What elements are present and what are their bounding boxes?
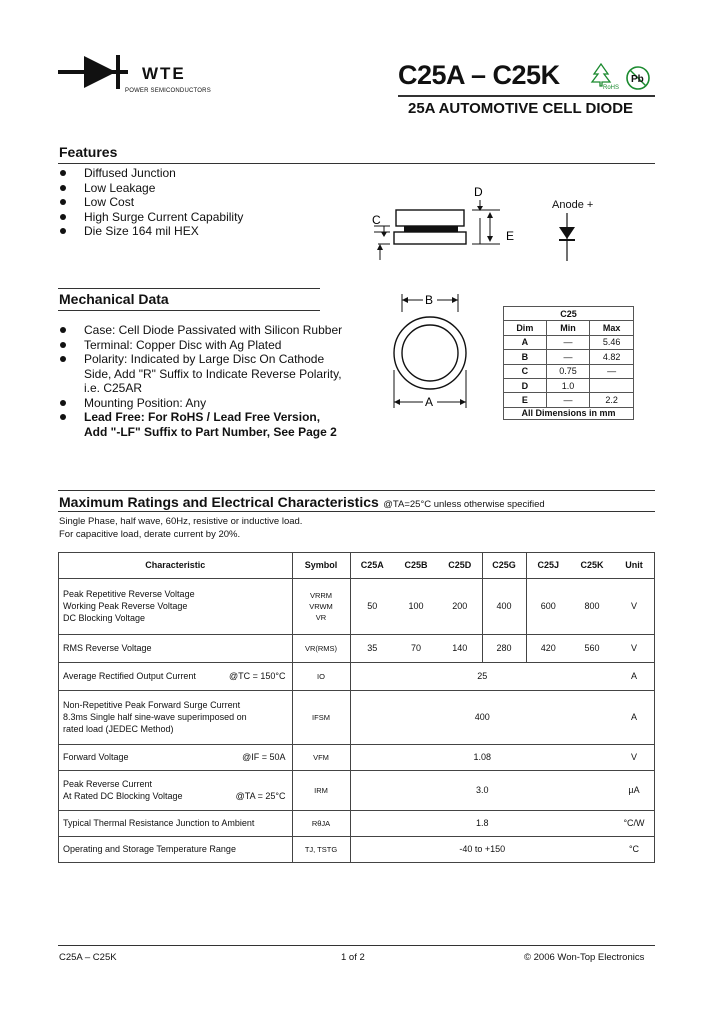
characteristic-cell: Non-Repetitive Peak Forward Surge Current 8.3ms Single half sine-wave superimposed on rated load (JEDEC Method) [59, 690, 292, 744]
table-row [59, 578, 654, 634]
table-row: C 0.75 — [504, 364, 634, 378]
table-row [59, 690, 654, 744]
logo-subtext: POWER SEMICONDUCTORS [125, 88, 211, 94]
pb-free-icon [625, 65, 651, 91]
col-header: Unit [614, 553, 654, 578]
label-d: D [474, 185, 483, 199]
mechanical-rule [58, 288, 320, 289]
table-row [59, 810, 654, 836]
label-b: B [425, 293, 434, 307]
characteristic-cell: Typical Thermal Resistance Junction to Ambient [59, 810, 292, 836]
unit-cell: V [614, 744, 654, 770]
ratings-title: Maximum Ratings and Electrical Characteristics [59, 494, 379, 510]
dim-table-title: C25 [504, 307, 634, 321]
ratings-rule [58, 511, 655, 512]
symbol-cell: VFM [292, 744, 350, 770]
unit-cell: V [614, 578, 654, 634]
col-header: C25A [350, 553, 394, 578]
diode-symbol-icon [553, 213, 583, 263]
list-item: Terminal: Copper Disc with Ag Plated [59, 338, 359, 353]
value-cell: 200 [438, 578, 482, 634]
pb-label: Pb [631, 74, 644, 85]
mechanical-rule-bottom [58, 310, 320, 311]
value-cell: 560 [570, 634, 614, 662]
table-row: A — 5.46 [504, 335, 634, 349]
ratings-table [59, 553, 654, 862]
features-list [59, 166, 359, 239]
page-subtitle: 25A AUTOMOTIVE CELL DIODE [408, 100, 634, 117]
value-cell: 600 [526, 578, 570, 634]
col-header: C25B [394, 553, 438, 578]
logo-text: WTE [142, 64, 186, 83]
unit-cell: °C/W [614, 810, 654, 836]
characteristic-cell: Average Rectified Output Current @TC = 150°C [59, 662, 292, 690]
unit-cell: A [614, 690, 654, 744]
anode-label: Anode + [552, 199, 594, 211]
header-rule [398, 95, 655, 97]
col-header: Characteristic [59, 553, 292, 578]
dim-header: Min [546, 321, 590, 335]
list-item: Polarity: Indicated by Large Disc On Cathode Side, Add "R" Suffix to Indicate Reverse Polarity, i.e. C25AR [59, 352, 359, 396]
dim-header: Dim [504, 321, 547, 335]
value-cell: 35 [350, 634, 394, 662]
col-header: Symbol [292, 553, 350, 578]
table-row: E — 2.2 [504, 393, 634, 407]
value-cell: 50 [350, 578, 394, 634]
ratings-rule-top [58, 490, 655, 491]
ratings-table-frame [58, 552, 655, 863]
list-item: Low Cost [59, 195, 359, 210]
label-c: C [372, 213, 381, 227]
characteristic-cell: Peak Reverse Current At Rated DC Blocking Voltage @TA = 25°C [59, 770, 292, 810]
value-cell: 400 [482, 578, 526, 634]
footer-rule [58, 945, 655, 946]
side-view-diagram [360, 180, 520, 270]
footer-copyright: © 2006 Won-Top Electronics [524, 952, 645, 963]
list-item: Lead Free: For RoHS / Lead Free Version, Add "-LF" Suffix to Part Number, See Page 2 [59, 410, 359, 439]
mechanical-title: Mechanical Data [59, 291, 169, 307]
unit-cell: V [614, 634, 654, 662]
ratings-condition: @TA=25°C unless otherwise specified [383, 499, 545, 510]
table-row [59, 634, 654, 662]
symbol-cell: IFSM [292, 690, 350, 744]
table-row: B — 4.82 [504, 350, 634, 364]
table-header-row [59, 553, 654, 578]
label-e: E [506, 229, 515, 243]
unit-cell: °C [628, 844, 640, 855]
dim-table-footer: All Dimensions in mm [504, 407, 634, 419]
diode-logo-icon [58, 52, 130, 92]
col-header: C25G [482, 553, 526, 578]
symbol-cell: TJ, TSTG [292, 836, 350, 862]
list-item: Low Leakage [59, 181, 359, 196]
top-view-diagram [385, 290, 475, 420]
characteristic-cell: Operating and Storage Temperature Range [63, 844, 236, 855]
col-header: C25K [570, 553, 614, 578]
value-cell: 3.0 [350, 770, 614, 810]
symbol-cell: VR(RMS) [292, 634, 350, 662]
features-title: Features [59, 144, 118, 160]
page-title: C25A – C25K [398, 60, 560, 90]
footer-left: C25A – C25K [59, 952, 117, 963]
list-item: Case: Cell Diode Passivated with Silicon Rubber [59, 323, 359, 338]
value-cell: 25 [350, 662, 614, 690]
table-row [59, 744, 654, 770]
rohs-tree-icon [590, 62, 620, 91]
rohs-label: RoHS [603, 85, 620, 91]
table-row: D 1.0 [504, 378, 634, 392]
value-cell: 140 [438, 634, 482, 662]
dimension-table [503, 306, 634, 420]
col-header: C25J [526, 553, 570, 578]
table-row [59, 770, 654, 810]
unit-cell: µA [614, 770, 654, 810]
table-row [59, 662, 654, 690]
col-header: C25D [438, 553, 482, 578]
value-cell: 800 [570, 578, 614, 634]
list-item: High Surge Current Capability [59, 210, 359, 225]
ratings-note-2: For capacitive load, derate current by 20%. [59, 529, 241, 540]
list-item: Diffused Junction [59, 166, 359, 181]
value-cell: 70 [394, 634, 438, 662]
ratings-heading [59, 494, 545, 512]
value-cell: 400 [350, 690, 614, 744]
characteristic-cell: RMS Reverse Voltage [59, 634, 292, 662]
symbol-cell: VRRM VRWM VR [292, 578, 350, 634]
characteristic-cell: Peak Repetitive Reverse Voltage Working Peak Reverse Voltage DC Blocking Voltage [59, 578, 292, 634]
list-item: Mounting Position: Any [59, 396, 359, 411]
mechanical-list [59, 323, 359, 439]
value-cell: -40 to +150 [350, 836, 614, 862]
characteristic-cell: Forward Voltage @IF = 50A [59, 744, 292, 770]
features-rule [58, 163, 655, 164]
table-row [59, 836, 654, 862]
value-cell: 100 [394, 578, 438, 634]
symbol-cell: IO [292, 662, 350, 690]
list-item: Die Size 164 mil HEX [59, 224, 359, 239]
value-cell: 1.8 [350, 810, 614, 836]
label-a: A [425, 395, 434, 409]
ratings-note-1: Single Phase, half wave, 60Hz, resistive or inductive load. [59, 516, 303, 527]
value-cell: 420 [526, 634, 570, 662]
value-cell: 1.08 [350, 744, 614, 770]
unit-cell: A [614, 662, 654, 690]
value-cell: 280 [482, 634, 526, 662]
symbol-cell: IRM [292, 770, 350, 810]
symbol-cell: RθJA [292, 810, 350, 836]
dim-header: Max [590, 321, 634, 335]
footer-page-number: 1 of 2 [341, 952, 365, 963]
